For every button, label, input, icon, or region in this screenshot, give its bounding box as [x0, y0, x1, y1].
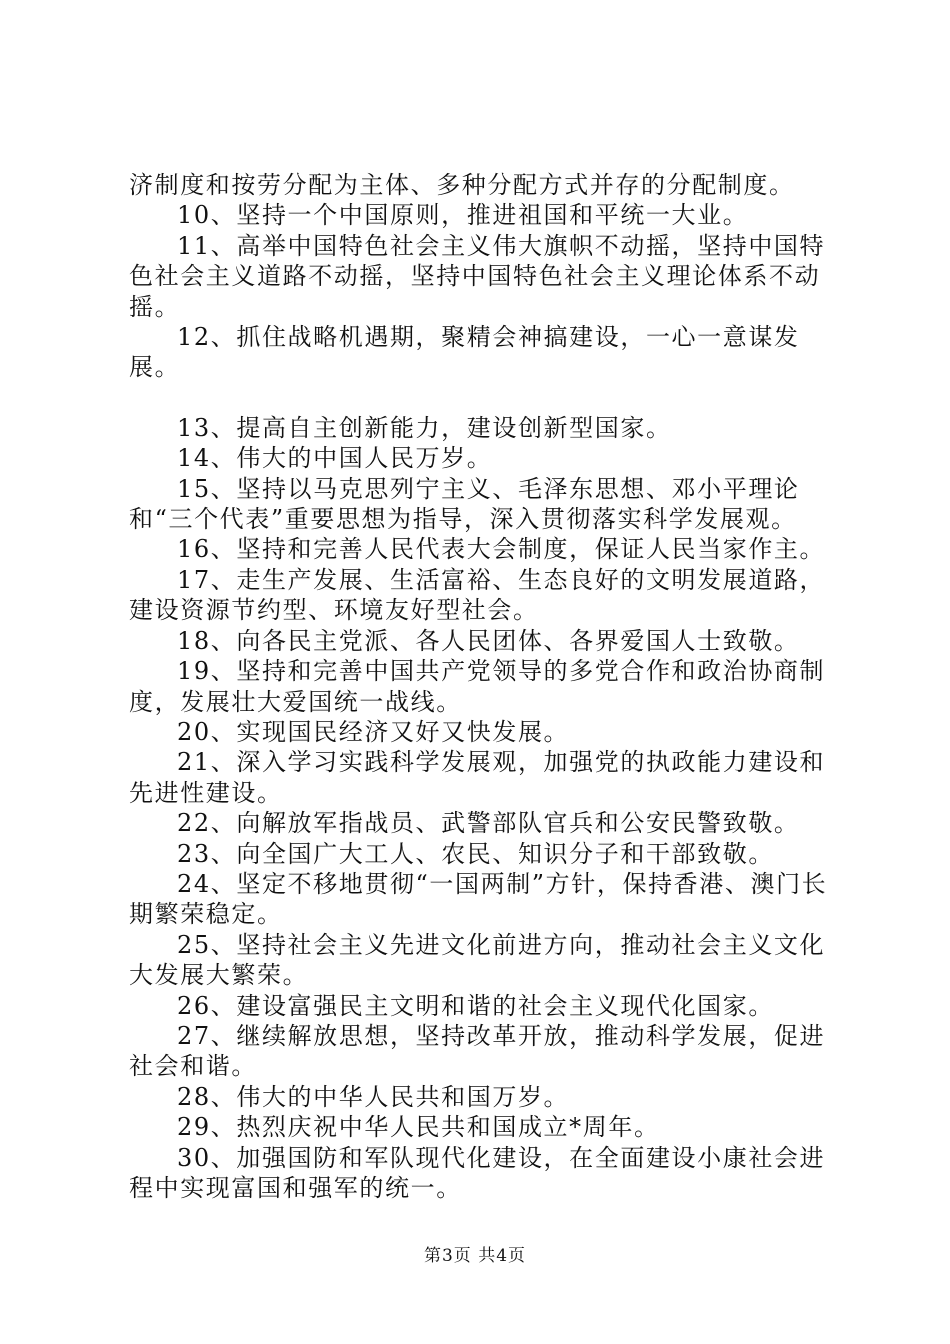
page-number-footer: 第3页 共4页	[423, 1246, 527, 1266]
paragraph-item-18: 18、向各民主党派、各人民团体、各界爱国人士致敬。	[177, 626, 800, 655]
paragraph-item-13: 13、提高自主创新能力，建设创新型国家。	[177, 413, 672, 442]
paragraph-item-15: 15、坚持以马克思列宁主义、毛泽东思想、邓小平理论和“三个代表”重要思想为指导，深入贯彻落实科学发展观。	[129, 474, 800, 534]
paragraph-item-19: 19、坚持和完善中国共产党领导的多党合作和政治协商制度，发展壮大爱国统一战线。	[129, 657, 826, 716]
paragraph-item-25: 25、坚持社会主义先进文化前进方向，推动社会主义文化大发展大繁荣。	[129, 930, 826, 990]
paragraph-item-24: 24、坚定不移地贯彻“一国两制”方针，保持香港、澳门长期繁荣稳定。	[129, 869, 828, 929]
document-body	[129, 170, 834, 1203]
paragraph-item-29: 29、热烈庆祝中华人民共和国成立*周年。	[177, 1113, 660, 1142]
paragraph-item-10: 10、坚持一个中国原则，推进祖国和平统一大业。	[177, 201, 749, 230]
paragraph-item-21: 21、深入学习实践科学发展观，加强党的执政能力建设和先进性建设。	[129, 748, 826, 807]
paragraph-item-27: 27、继续解放思想，坚持改革开放，推动科学发展，促进社会和谐。	[129, 1021, 826, 1081]
paragraph-item-11: 11、高举中国特色社会主义伟大旗帜不动摇，坚持中国特色社会主义道路不动摇，坚持中国特色社会主义理论体系不动摇。	[129, 231, 826, 321]
paragraph-item-20: 20、实现国民经济又好又快发展。	[177, 717, 570, 746]
paragraph-item-30: 30、加强国防和军队现代化建设，在全面建设小康社会进程中实现富国和强军的统一。	[129, 1143, 826, 1202]
paragraph-item-28: 28、伟大的中华人民共和国万岁。	[177, 1082, 570, 1111]
paragraph-item-16: 16、坚持和完善人民代表大会制度，保证人民当家作主。	[177, 535, 826, 564]
paragraph-item-14: 14、伟大的中国人民万岁。	[177, 444, 493, 473]
paragraph-item-26: 26、建设富强民主文明和谐的社会主义现代化国家。	[177, 991, 774, 1020]
paragraph-item-22: 22、向解放军指战员、武警部队官兵和公安民警致敬。	[177, 809, 800, 838]
paragraph-item-17: 17、走生产发展、生活富裕、生态良好的文明发展道路，建设资源节约型、环境友好型社会。	[129, 565, 826, 625]
paragraph-item-12: 12、抓住战略机遇期，聚精会神搞建设，一心一意谋发展。	[129, 323, 800, 382]
paragraph-item-23: 23、向全国广大工人、农民、知识分子和干部致敬。	[177, 839, 774, 868]
paragraph-continuation: 济制度和按劳分配为主体、多种分配方式并存的分配制度。	[129, 171, 795, 199]
